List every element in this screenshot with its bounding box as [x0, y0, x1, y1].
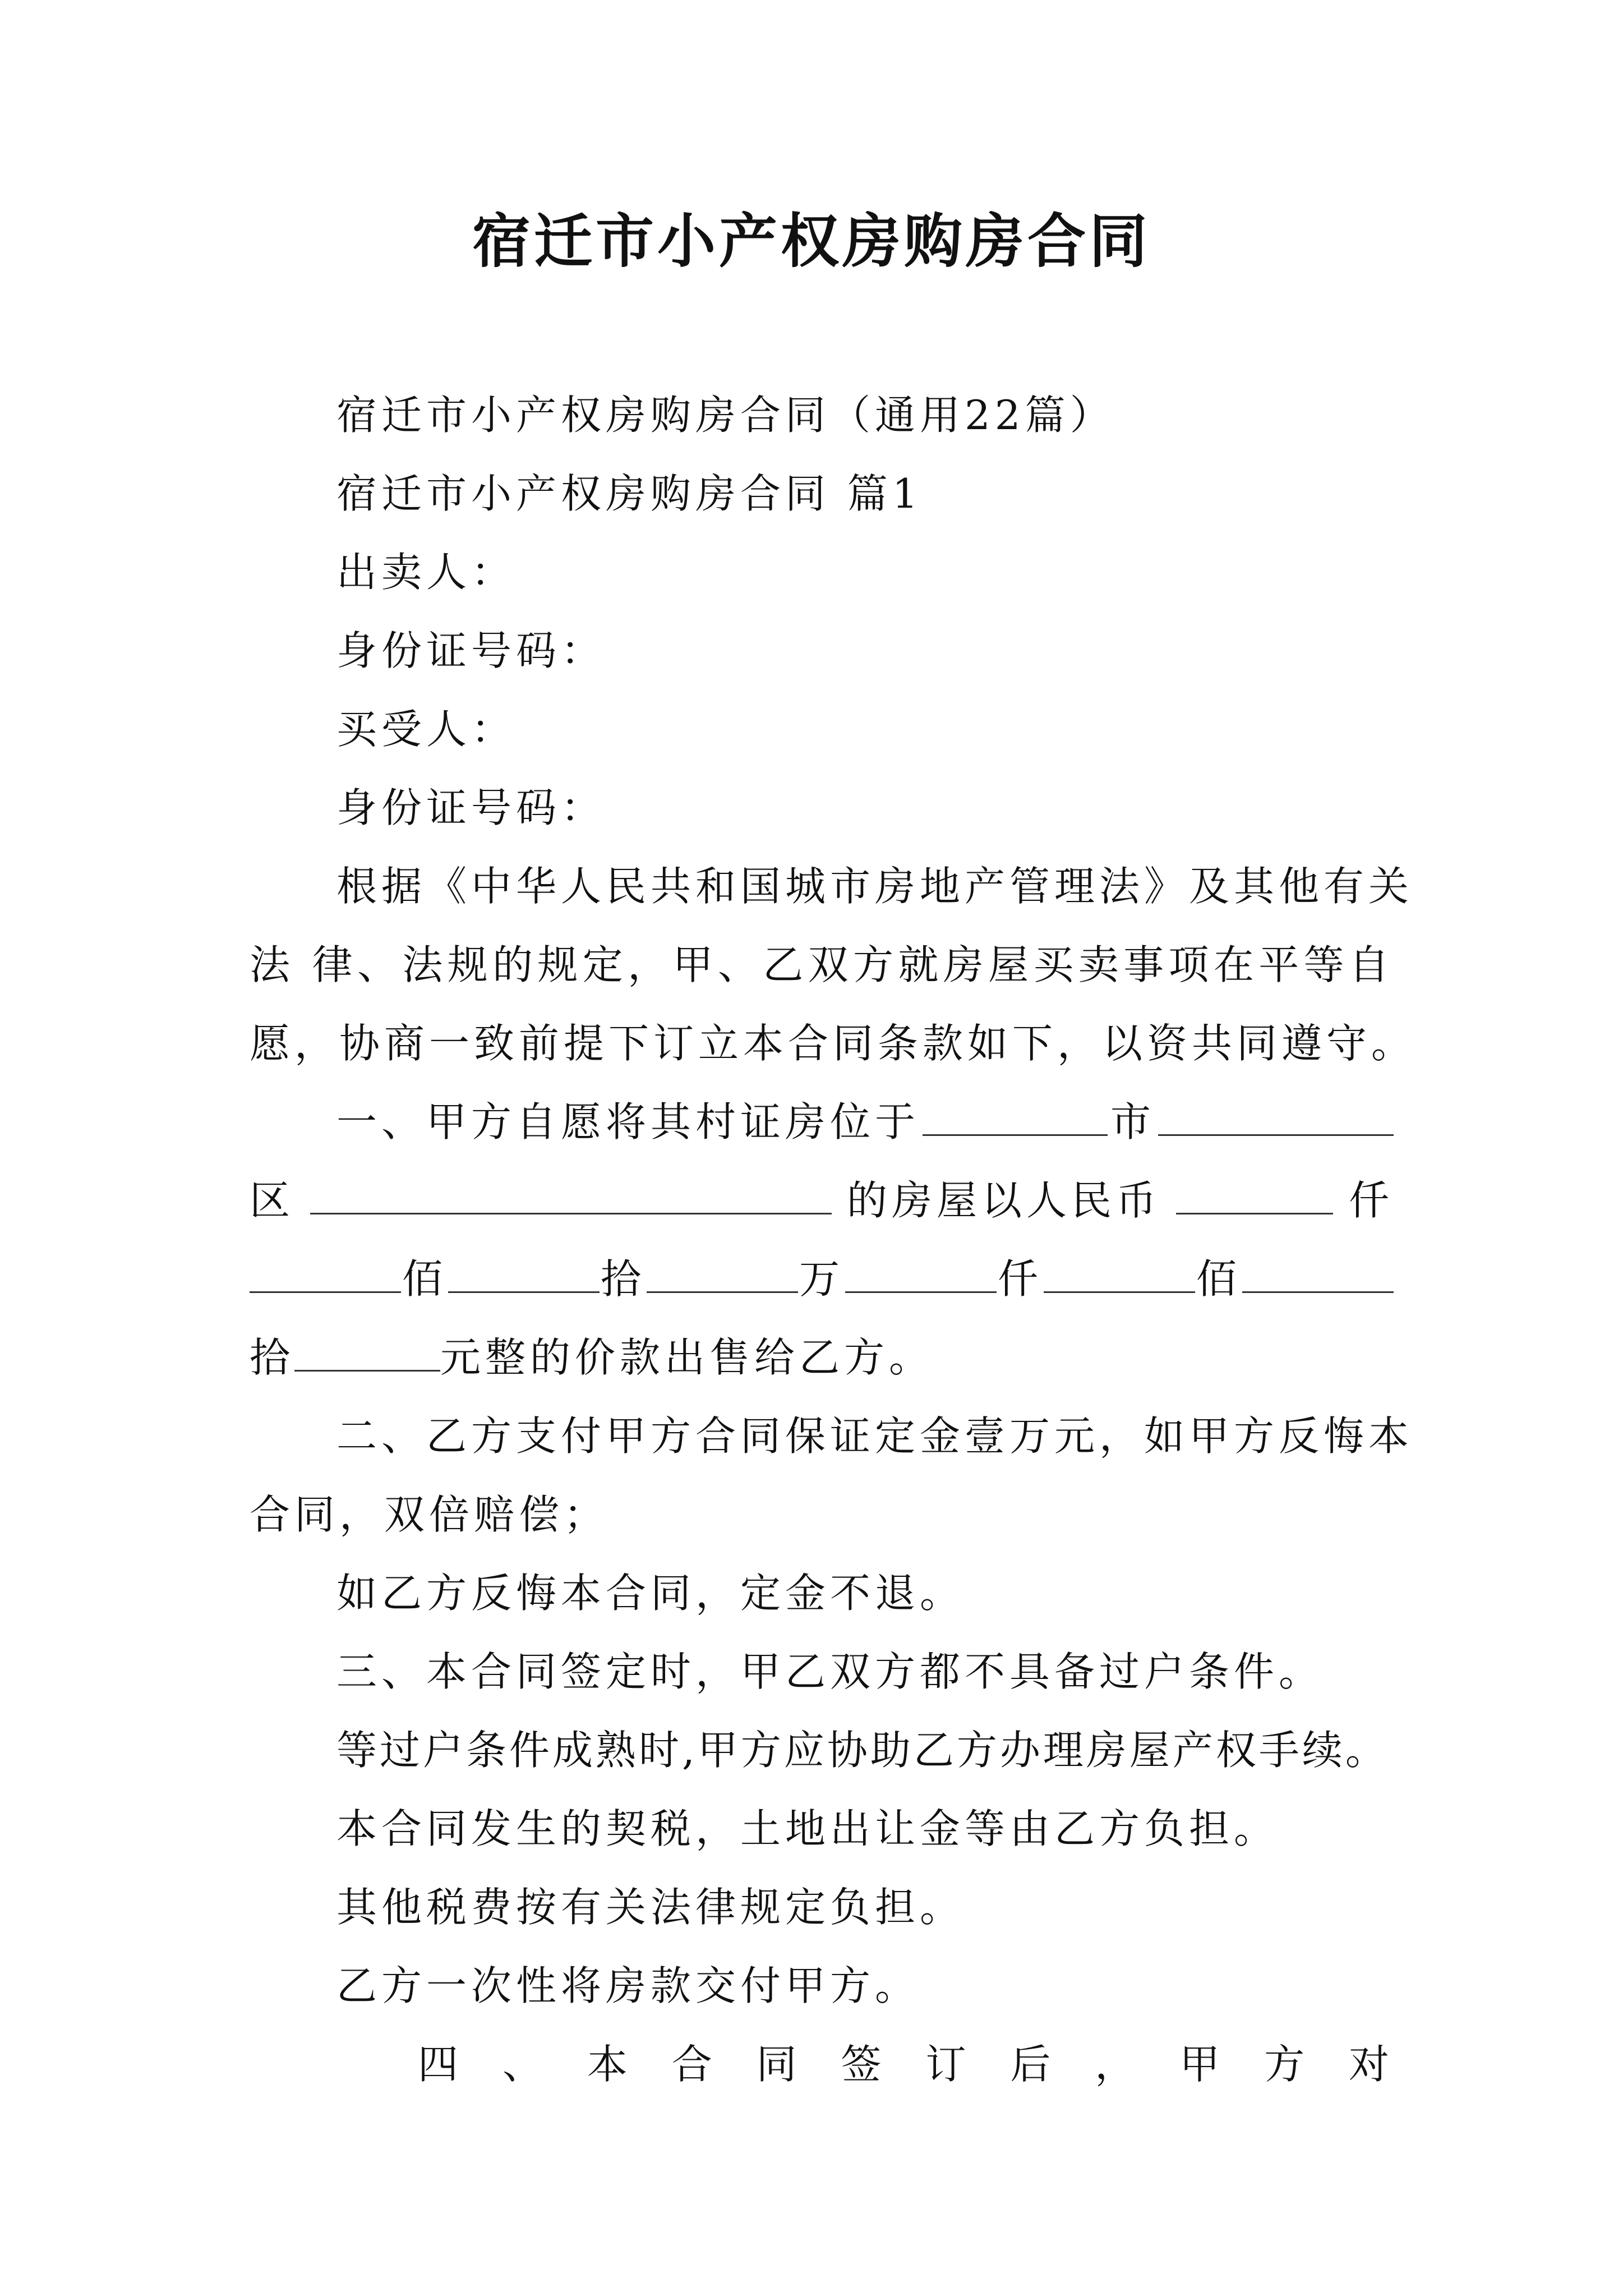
- clause1-line-1: [336, 1094, 1394, 1150]
- clause4-char: 订: [925, 2041, 971, 2088]
- chapter-heading: 宿迁市小产权房购房合同 篇1: [336, 470, 923, 517]
- intro-line-1: 根据《中华人民共和国城市房地产管理法》及其他有关: [336, 863, 1414, 910]
- clause2-line-3: 如乙方反悔本合同，定金不退。: [336, 1570, 965, 1617]
- clause1-bai2: 佰: [1196, 1255, 1241, 1303]
- clause2-line-2: 合同，双倍赔偿；: [250, 1491, 609, 1538]
- city-after-blank: [1158, 1095, 1394, 1136]
- wan-blank: [647, 1252, 798, 1293]
- clause4-char: ，: [1095, 2041, 1140, 2088]
- buyer-label: 买受人：: [336, 706, 517, 753]
- clause3-line-2: 等过户条件成熟时,甲方应协助乙方办理房屋产权手续。: [336, 1727, 1389, 1774]
- seller-id-label: 身份证号码：: [336, 627, 606, 674]
- buyer-id-label: 身份证号码：: [336, 784, 606, 831]
- page-title: 宿迁市小产权房购房合同: [472, 206, 1151, 275]
- bai-blank: [250, 1252, 401, 1293]
- subtitle: 宿迁市小产权房购房合同（通用22篇）: [336, 392, 1115, 439]
- trailing-blank: [1242, 1252, 1394, 1293]
- clause4-char: 方: [1264, 2041, 1310, 2088]
- district-blank: [310, 1174, 832, 1214]
- clause4-char: 甲: [1179, 2041, 1225, 2088]
- clause1-bai: 佰: [402, 1255, 447, 1303]
- clause3-line-3: 本合同发生的契税，土地出让金等由乙方负担。: [336, 1805, 1279, 1852]
- clause1-wan: 万: [799, 1255, 844, 1303]
- clause4-line-1: [418, 2036, 1394, 2092]
- yuan-blank: [294, 1331, 440, 1372]
- clause4-char: 同: [756, 2041, 801, 2088]
- clause1-qian: 仟: [1348, 1177, 1394, 1224]
- clause4-char: 、: [502, 2041, 547, 2088]
- clause1-line-4: [250, 1329, 1394, 1386]
- clause2-line-1: 二、乙方支付甲方合同保证定金壹万元，如甲方反悔本: [336, 1412, 1414, 1460]
- clause4-char: 后: [1010, 2041, 1055, 2088]
- clause4-char: 对: [1348, 2041, 1394, 2088]
- clause4-char: 合: [671, 2041, 717, 2088]
- clause4-char: 本: [587, 2041, 632, 2088]
- clause3-line-1: 三、本合同签定时，甲乙双方都不具备过户条件。: [336, 1648, 1324, 1695]
- city-blank: [923, 1095, 1108, 1136]
- bai2-blank: [1044, 1252, 1195, 1293]
- shi-blank: [448, 1252, 600, 1293]
- clause1-city: 市: [1110, 1098, 1155, 1145]
- clause3-line-4: 其他税费按有关法律规定负担。: [336, 1884, 965, 1931]
- clause1-shi2: 拾: [250, 1334, 295, 1381]
- clause1-end: 元整的价款出售给乙方。: [440, 1334, 934, 1381]
- clause1-qian2: 仟: [997, 1255, 1043, 1303]
- clause1-district: 区: [250, 1177, 295, 1224]
- qian2-blank: [845, 1252, 997, 1293]
- clause1-text-a: 一、甲方自愿将其村证房位于: [336, 1098, 920, 1145]
- seller-label: 出卖人：: [336, 549, 517, 596]
- clause1-line-3: [250, 1251, 1394, 1307]
- clause1-text-b: 的房屋以人民币: [846, 1177, 1161, 1224]
- price-qian-blank: [1176, 1174, 1333, 1214]
- clause4-char: 签: [841, 2041, 886, 2088]
- intro-line-2: 法 律、法规的规定，甲、乙双方就房屋买卖事项在平等自: [250, 941, 1394, 988]
- intro-line-3: 愿，协商一致前提下订立本合同条款如下，以资共同遵守。: [250, 1020, 1417, 1067]
- clause1-shi: 拾: [600, 1255, 645, 1303]
- clause3-line-5: 乙方一次性将房款交付甲方。: [336, 1962, 920, 2009]
- clause4-char: 四: [418, 2041, 463, 2088]
- clause1-line-2: [250, 1172, 1394, 1228]
